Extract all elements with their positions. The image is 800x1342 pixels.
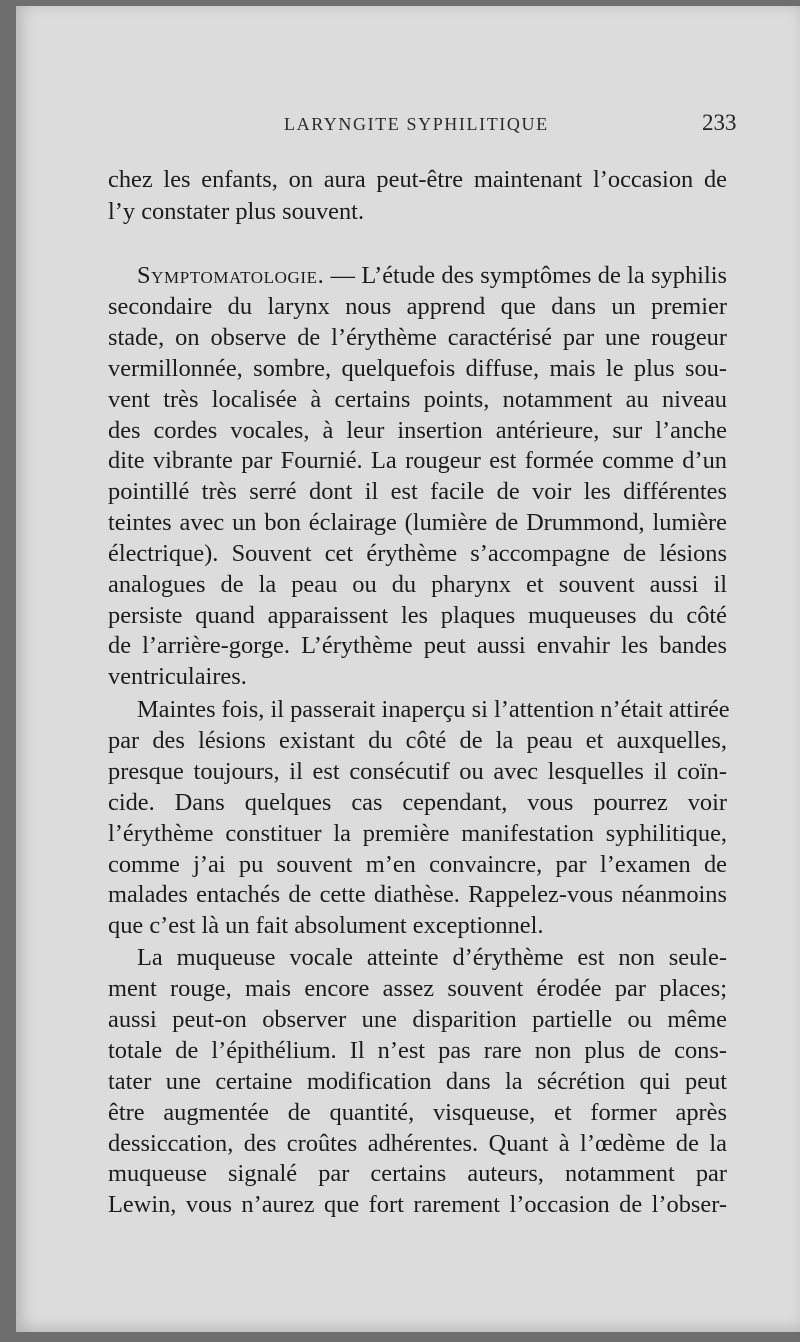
text-line: par des lésions existant du côté de la peau et auxquelles,: [108, 727, 727, 754]
text-line: comme j’ai pu souvent m’en convaincre, par l’examen de: [108, 851, 727, 878]
text-line: La muqueuse vocale atteinte d’érythème est non seule-: [137, 944, 727, 971]
text-line: presque toujours, il est consécutif ou avec lesquelles il coïn-: [108, 758, 727, 785]
text-line: aussi peut-on observer une disparition partielle ou même: [108, 1006, 727, 1033]
text-line-fragment: — L’étude des symptômes de la syphilis: [324, 262, 727, 289]
text-line: vermillonnée, sombre, quelquefois diffuse, mais le plus sou-: [108, 355, 727, 382]
section-heading: Symptomatologie.: [137, 262, 325, 289]
text-line: pointillé très serré dont il est facile de voir les différentes: [108, 478, 727, 505]
text-line: l’y constater plus souvent.: [108, 198, 365, 225]
text-line: chez les enfants, on aura peut-être maintenant l’occasion de: [108, 166, 727, 193]
text-line: vent très localisée à certains points, notamment au niveau: [108, 386, 727, 413]
text-line: stade, on observe de l’érythème caractérisé par une rougeur: [108, 324, 727, 351]
text-line: cide. Dans quelques cas cependant, vous pourrez voir: [108, 789, 727, 816]
text-line: Lewin, vous n’aurez que fort rarement l’occasion de l’obser-: [108, 1191, 727, 1218]
text-line: totale de l’épithélium. Il n’est pas rare non plus de cons-: [108, 1037, 727, 1064]
text-line: muqueuse signalé par certains auteurs, notamment par: [108, 1160, 727, 1187]
text-line: malades entachés de cette diathèse. Rappelez-vous néanmoins: [108, 881, 727, 908]
text-line: électrique). Souvent cet érythème s’accompagne de lésions: [108, 540, 727, 567]
text-line: l’érythème constituer la première manifestation syphilitique,: [108, 820, 727, 847]
text-line: ment rouge, mais encore assez souvent érodée par places;: [108, 975, 727, 1002]
running-title: LARYNGITE SYPHILITIQUE: [284, 114, 549, 134]
section-first-line: [137, 264, 727, 288]
text-line: être augmentée de quantité, visqueuse, et former après: [108, 1099, 727, 1126]
text-line: secondaire du larynx nous apprend que dans un premier: [108, 293, 727, 320]
book-page: [16, 6, 800, 1332]
text-line: ventriculaires.: [108, 663, 247, 690]
text-line: persiste quand apparaissent les plaques muqueuses du côté: [108, 602, 727, 629]
text-line: de l’arrière-gorge. L’érythème peut aussi envahir les bandes: [108, 632, 727, 659]
text-line: analogues de la peau ou du pharynx et souvent aussi il: [108, 571, 727, 598]
text-line: teintes avec un bon éclairage (lumière de Drummond, lumière: [108, 509, 727, 536]
text-line: Maintes fois, il passerait inaperçu si l’attention n’était attirée: [137, 696, 730, 723]
text-line: dite vibrante par Fournié. La rougeur est formée comme d’un: [108, 447, 727, 474]
text-line: des cordes vocales, à leur insertion antérieure, sur l’anche: [108, 417, 727, 444]
text-line: que c’est là un fait absolument exceptionnel.: [108, 912, 544, 939]
text-line: dessiccation, des croûtes adhérentes. Quant à l’œdème de la: [108, 1130, 727, 1157]
text-line: tater une certaine modification dans la sécrétion qui peut: [108, 1068, 727, 1095]
page-number: 233: [702, 110, 737, 135]
